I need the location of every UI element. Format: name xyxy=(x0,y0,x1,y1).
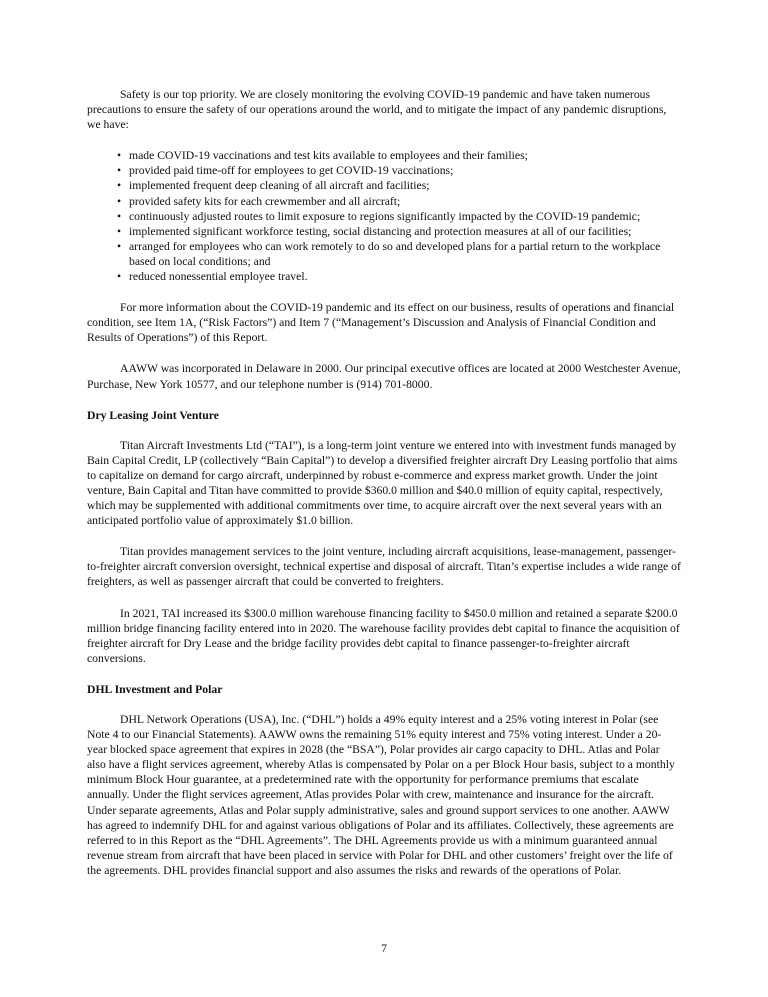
dry-leasing-paragraph: Titan provides management services to the joint venture, including aircraft acquisitions, lease-management, passenger-to-freighter aircraft conversion oversight, technical expertise and disposal of aircraft. Titan’s expertise includes a wide range of freighters, as well as passenger aircraft that could be converted to freighters. xyxy=(87,545,681,589)
page-number: 7 xyxy=(381,942,387,955)
dhl-paragraph: DHL Network Operations (USA), Inc. (“DHL”) holds a 49% equity interest and a 25% voting interest in Polar (see Note 4 to our Financial Statements). AAWW owns the remaining 51% equity interest and 75% voting interest. Under a 20-year blocked space agreement that expires in 2028 (the “BSA”), Polar provides air cargo capacity to DHL. Atlas and Polar also have a flight services agreement, whereby Atlas is compensated by Polar on a per Block Hour basis, subject to a monthly minimum Block Hour guarantee, at a predetermined rate with the opportunity for performance premiums that escalate annually. Under the flight services agreement, Atlas provides Polar with crew, maintenance and insurance for the aircraft. Under separate agreements, Atlas and Polar supply administrative, sales and ground support services to one another. AAWW has agreed to indemnify DHL for and against various obligations of Polar and its affiliates. Collectively, these agreements are referred to in this Report as the “DHL Agreements”. The DHL Agreements provide us with a minimum guaranteed annual revenue stream from aircraft that have been placed in service with Polar for DHL and other customers’ freight over the life of the agreements. DHL provides financial support and also assumes the risks and rewards of the operations of Polar. xyxy=(87,713,675,877)
dry-leasing-heading: Dry Leasing Joint Venture xyxy=(87,408,219,422)
dhl-heading: DHL Investment and Polar xyxy=(87,682,223,696)
intro-paragraph: Safety is our top priority. We are closely monitoring the evolving COVID-19 pandemic and have taken numerous precautions to ensure the safety of our operations around the world, and to mitigate the impact of any pandemic disruptions, we have: xyxy=(87,88,667,132)
dry-leasing-paragraph: In 2021, TAI increased its $300.0 million warehouse financing facility to $450.0 million and retained a separate $200.0 million bridge financing facility entered into in 2020. The warehouse facility provides debt capital to finance the acquisition of freighter aircraft for Dry Lease and the bridge facility provides debt capital to finance passenger-to-freighter aircraft conversions. xyxy=(87,606,680,665)
precautions-list xyxy=(87,148,681,284)
list-item: • implemented significant workforce testing, social distancing and protection measures at all of our facilities; xyxy=(87,224,681,239)
incorporation-paragraph: AAWW was incorporated in Delaware in 2000. Our principal executive offices are located at 2000 Westchester Avenue, Purchase, New York 10577, and our telephone number is (914) 701-8000. xyxy=(87,362,681,391)
dry-leasing-paragraph: Titan Aircraft Investments Ltd (“TAI”), is a long-term joint venture we entered into with investment funds managed by Bain Capital Credit, LP (collectively “Bain Capital”) to develop a diversified freighter aircraft Dry Leasing portfolio that aims to capitalize on demand for cargo aircraft, underpinned by robust e-commerce and express market growth. Under the joint venture, Bain Capital and Titan have committed to provide $360.0 million and $40.0 million of equity capital, respectively, which may be supplemented with additional commitments over time, to acquire aircraft over the next several years with an anticipated portfolio value of approximately $1.0 billion. xyxy=(87,438,678,528)
list-item: • provided safety kits for each crewmember and all aircraft; xyxy=(87,194,681,209)
list-item: • made COVID-19 vaccinations and test kits available to employees and their families; xyxy=(87,148,681,163)
list-item: • reduced nonessential employee travel. xyxy=(87,269,681,284)
document-page xyxy=(87,87,681,894)
more-info-paragraph: For more information about the COVID-19 pandemic and its effect on our business, results of operations and financial condition, see Item 1A, (“Risk Factors”) and Item 7 (“Management’s Discussion and Analysis of Financial Condition and Results of Operations”) of this Report. xyxy=(87,301,675,345)
list-item: • continuously adjusted routes to limit exposure to regions significantly impacted by the COVID-19 pandemic; xyxy=(87,209,681,224)
list-item: • implemented frequent deep cleaning of all aircraft and facilities; xyxy=(87,178,681,193)
list-item: • arranged for employees who can work remotely to do so and developed plans for a partial return to the workplace based on local conditions; and xyxy=(87,239,681,269)
list-item: • provided paid time-off for employees to get COVID-19 vaccinations; xyxy=(87,163,681,178)
